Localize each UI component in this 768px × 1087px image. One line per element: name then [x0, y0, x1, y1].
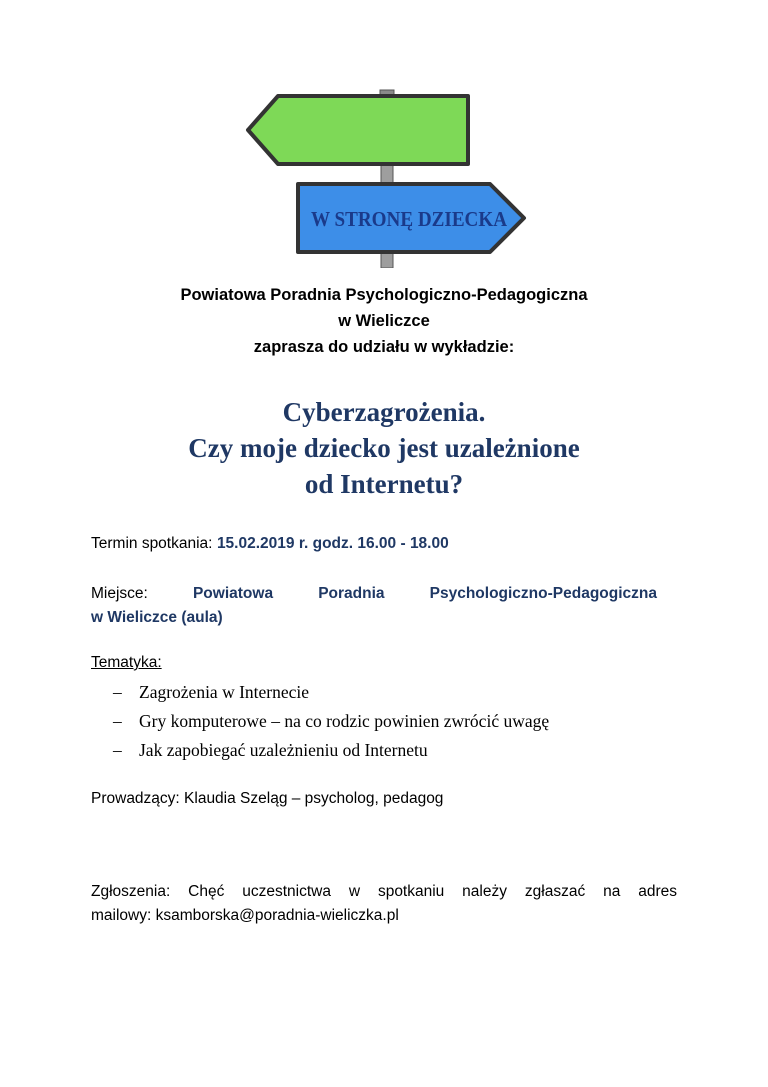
meeting-place-line-2: w Wieliczce (aula) — [91, 609, 223, 626]
list-item — [113, 736, 549, 765]
registration-line-1: Zgłoszenia: Chęć uczestnictwa w spotkaniu należy zgłaszać na adres — [91, 883, 677, 900]
topic-text: Gry komputerowe – na co rodzic powinien zwrócić uwagę — [139, 711, 550, 731]
lecturer: Prowadzący: Klaudia Szeląg – psycholog, pedagog — [91, 790, 444, 807]
meeting-place-label: Miejsce: — [91, 585, 148, 602]
list-dash: – — [113, 740, 122, 760]
meeting-date-label: Termin spotkania: — [91, 535, 213, 552]
lecture-title — [0, 394, 768, 502]
topics-label: Tematyka: — [91, 654, 162, 671]
signpost-text: W STRONĘ DZIECKA — [311, 207, 508, 231]
list-item — [113, 678, 549, 707]
meeting-date-value: 15.02.2019 r. godz. 16.00 - 18.00 — [216, 535, 449, 552]
registration-info — [91, 880, 677, 928]
green-arrow-sign — [248, 96, 468, 164]
institution-header — [0, 282, 768, 360]
header-line-3: zaprasza do udziału w wykładzie: — [253, 338, 515, 356]
list-dash: – — [113, 711, 122, 731]
meeting-place-word-1: Powiatowa — [192, 585, 274, 602]
topic-text: Jak zapobiegać uzależnieniu od Internetu — [139, 740, 428, 760]
topic-text: Zagrożenia w Internecie — [139, 682, 310, 702]
title-line-1: Cyberzagrożenia. — [282, 397, 486, 427]
meeting-date — [91, 535, 449, 553]
title-line-3: od Internetu? — [304, 469, 464, 499]
meeting-place-word-3: Psychologiczno-Pedagogiczna — [429, 585, 657, 602]
header-line-1: Powiatowa Poradnia Psychologiczno-Pedagogiczna — [180, 286, 588, 304]
meeting-place — [91, 582, 657, 630]
header-line-2: w Wieliczce — [338, 312, 430, 330]
list-dash: – — [113, 682, 122, 702]
title-line-2: Czy moje dziecko jest uzależnione — [188, 433, 580, 463]
signpost-logo — [244, 88, 530, 268]
meeting-place-word-2: Poradnia — [318, 585, 385, 602]
list-item — [113, 707, 549, 736]
registration-line-2: mailowy: ksamborska@poradnia-wieliczka.pl — [91, 907, 399, 924]
topics-list — [113, 678, 549, 765]
